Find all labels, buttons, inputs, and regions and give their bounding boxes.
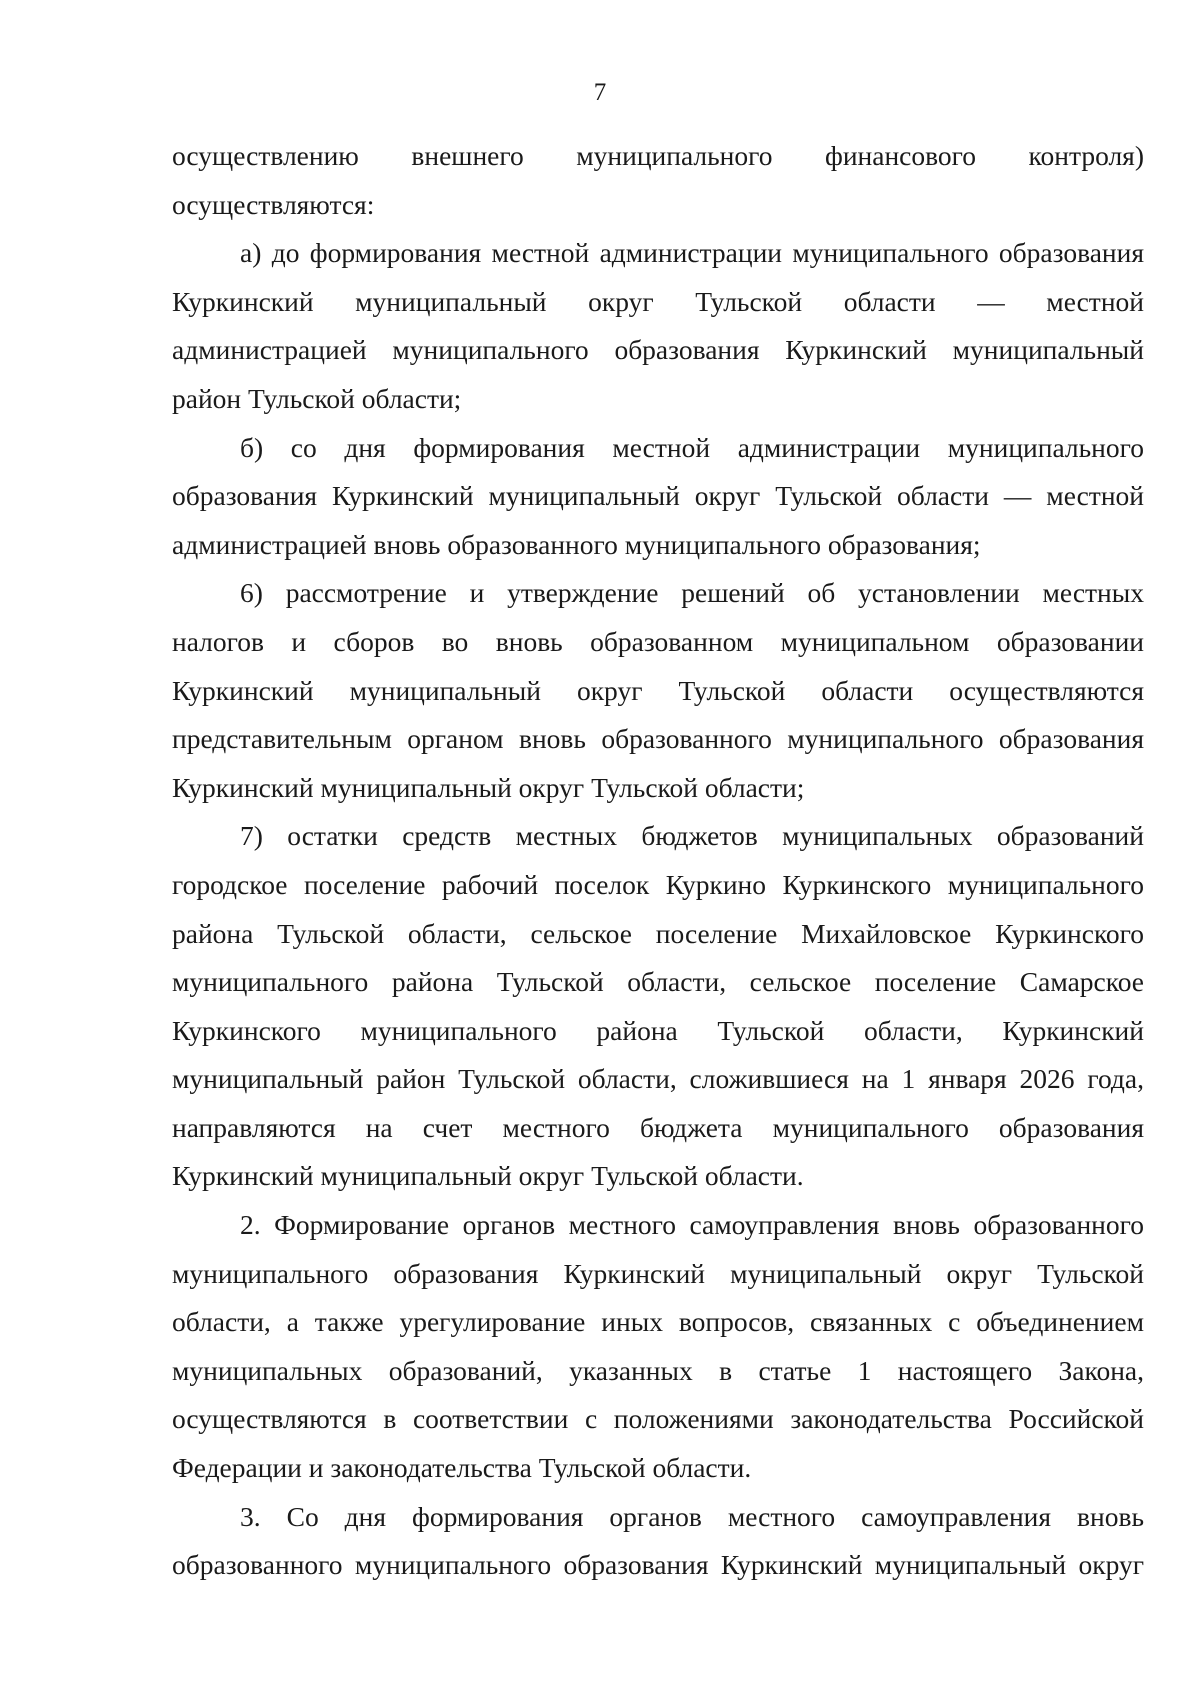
text-line: район Тульской области; [172, 382, 462, 414]
text-line: Куркинского муниципального района Тульской области, Куркинский [172, 1014, 1144, 1046]
text-line: Куркинский муниципальный округ Тульской области; [172, 771, 805, 803]
text-line: 7) остатки средств местных бюджетов муниципальных образований [240, 820, 1144, 852]
text-line: представительным органом вновь образованного муниципального образования [172, 723, 1144, 755]
text-line: администрацией вновь образованного муниципального образования; [172, 528, 981, 560]
text-line: осуществлению внешнего муниципального финансового контроля) [172, 140, 1144, 171]
text-line: муниципальный район Тульской области, сложившиеся на 1 января 2026 года, [172, 1063, 1144, 1095]
text-line: 2. Формирование органов местного самоуправления вновь образованного [240, 1209, 1144, 1241]
text-line: а) до формирования местной администрации муниципального образования [240, 237, 1144, 269]
text-line: 6) рассмотрение и утверждение решений об установлении местных [240, 577, 1144, 609]
text-line: района Тульской области, сельское поселение Михайловское Куркинского [172, 917, 1144, 949]
text-line: муниципальных образований, указанных в статье 1 настоящего Закона, [172, 1354, 1144, 1386]
text-line: 3. Со дня формирования органов местного самоуправления вновь [240, 1500, 1144, 1532]
text-line: Куркинский муниципальный округ Тульской области. [172, 1160, 804, 1192]
text-line: области, а также урегулирование иных вопросов, связанных с объединением [172, 1306, 1144, 1338]
text-line: б) со дня формирования местной администрации муниципального [240, 431, 1144, 463]
text-line: муниципального образования Куркинский муниципальный округ Тульской [172, 1257, 1144, 1289]
text-line: образованного муниципального образования Куркинский муниципальный округ [172, 1549, 1144, 1581]
text-line: налогов и сборов во вновь образованном муниципальном образовании [172, 625, 1144, 657]
text-line: осуществляются: [172, 188, 375, 220]
text-line: Куркинский муниципальный округ Тульской области осуществляются [172, 674, 1144, 706]
text-line: направляются на счет местного бюджета муниципального образования [172, 1111, 1144, 1143]
text-line: образования Куркинский муниципальный округ Тульской области — местной [172, 480, 1144, 512]
text-line: Куркинский муниципальный округ Тульской области — местной [172, 285, 1144, 317]
text-line: осуществляются в соответствии с положениями законодательства Российской [172, 1403, 1144, 1435]
page-number: 7 [593, 79, 607, 106]
document-body [172, 132, 1144, 1590]
text-line: администрацией муниципального образования Куркинский муниципальный [172, 334, 1144, 366]
text-line: городское поселение рабочий поселок Куркино Куркинского муниципального [172, 868, 1144, 900]
text-line: Федерации и законодательства Тульской области. [172, 1452, 752, 1484]
text-line: муниципального района Тульской области, сельское поселение Самарское [172, 966, 1144, 998]
